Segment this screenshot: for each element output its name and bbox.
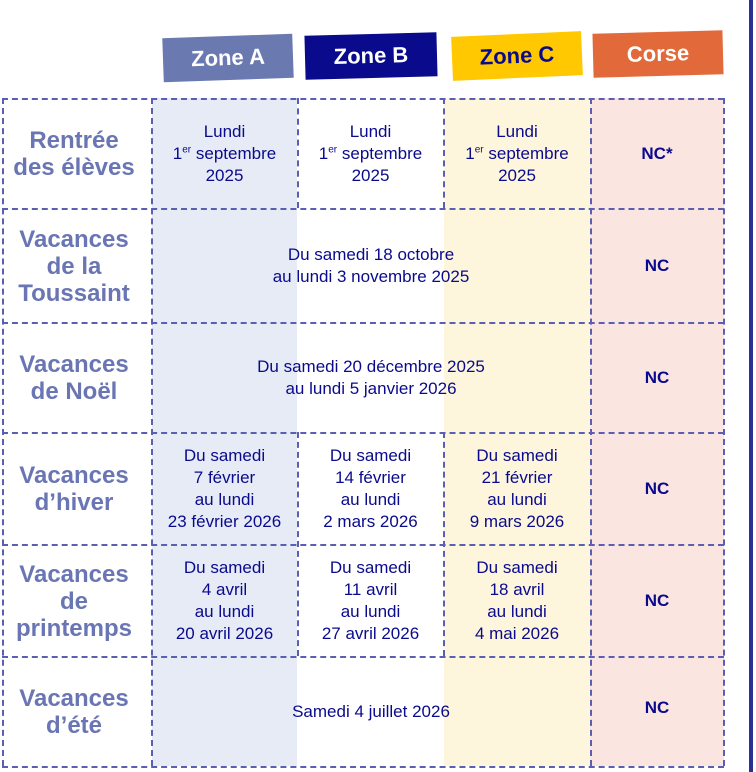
noel-dates: Du samedi 20 décembre 2025 au lundi 5 janvier 2026 (257, 357, 485, 398)
hiver-corse: NC (644, 479, 670, 498)
zone-b-header: Zone B (304, 32, 437, 79)
row-label-noel: Vacances de Noël (19, 351, 129, 405)
printemps-zone-a: Du samedi 4 avril au lundi 20 avril 2026 (175, 558, 274, 643)
rentree-corse: NC* (641, 144, 673, 163)
row-label-hiver: Vacances d’hiver (19, 462, 129, 516)
ete-dates: Samedi 4 juillet 2026 (292, 702, 450, 721)
rentree-zone-b: Lundi 1er septembre 2025 (318, 122, 423, 185)
hiver-zone-a: Du samedi 7 février au lundi 23 février 2026 (167, 446, 282, 531)
row-label-toussaint: Vacances de la Toussaint (18, 225, 130, 307)
row-label-printemps: Vacances de printemps (15, 560, 132, 642)
grid-line (2, 766, 724, 768)
frame-border (749, 0, 753, 772)
rentree-zone-a: Lundi 1er septembre 2025 (172, 122, 277, 185)
hiver-zone-c: Du samedi 21 février au lundi 9 mars 2026 (469, 446, 565, 531)
corse-header: Corse (592, 30, 723, 77)
printemps-zone-b: Du samedi 11 avril au lundi 27 avril 2026 (321, 558, 420, 643)
toussaint-corse: NC (644, 256, 670, 275)
hiver-zone-b: Du samedi 14 février au lundi 2 mars 2026 (323, 446, 418, 531)
zone-a-header: Zone A (162, 34, 293, 83)
row-label-rentree: Rentrée des élèves (13, 127, 135, 181)
zone-c-header: Zone C (451, 31, 583, 81)
row-label-ete: Vacances d’été (19, 685, 129, 739)
printemps-zone-c: Du samedi 18 avril au lundi 4 mai 2026 (474, 558, 560, 643)
ete-corse: NC (644, 698, 670, 717)
noel-corse: NC (644, 368, 670, 387)
toussaint-dates: Du samedi 18 octobre au lundi 3 novembre 2025 (272, 245, 470, 286)
printemps-corse: NC (644, 591, 670, 610)
rentree-zone-c: Lundi 1er septembre 2025 (465, 122, 569, 185)
